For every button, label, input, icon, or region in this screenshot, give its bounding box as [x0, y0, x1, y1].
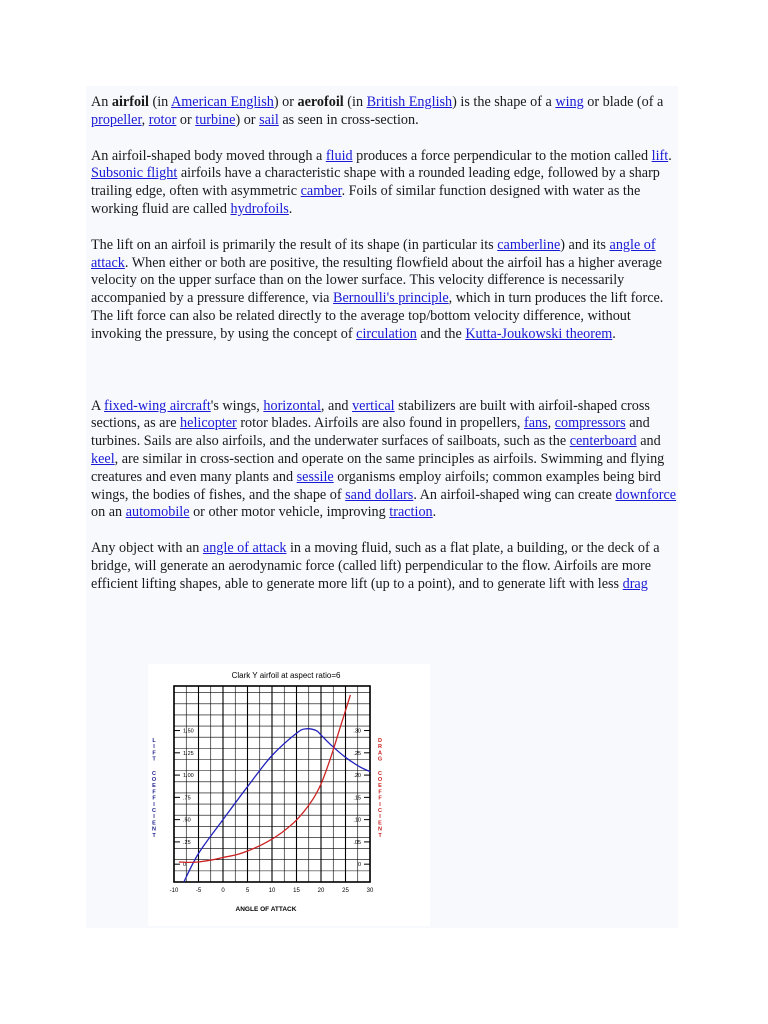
text-run: as seen in cross-section. [278, 111, 419, 128]
right-axis-label: D [378, 738, 382, 744]
text-run: ) is the shape of a [452, 94, 556, 110]
text-run: . [668, 147, 672, 164]
left-axis-label: T [152, 832, 156, 839]
text-run: organisms employ airfoils; common examples being bird wings, the bodies of fishes, and the shape of [91, 468, 661, 503]
text-run: and turbines. Sails are also airfoils, and the underwater surfaces of sailboats, such as the [91, 415, 650, 450]
paragraph-4 [91, 398, 681, 523]
left-axis-label: F [152, 795, 156, 802]
chart-svg [148, 664, 430, 926]
left-axis-label: E [152, 820, 156, 827]
right-y-tick-label: .20 [353, 773, 361, 780]
text-run: , [547, 415, 555, 432]
bold-term: airfoil [111, 94, 149, 110]
text-run: ) or [235, 111, 260, 128]
link-british-english[interactable]: British English [366, 94, 453, 110]
left-axis-label: L [152, 738, 156, 744]
link-compressors[interactable]: compressors [554, 415, 626, 432]
text-run: , which in turn produces the lift force. The lift force can also be related directly to the average top/bottom velocity difference, without invoking the pressure, by using the concept of [91, 290, 664, 342]
link-fluid[interactable]: fluid [325, 147, 353, 164]
link-fixed-wing-aircraft[interactable]: fixed-wing aircraft [104, 397, 211, 414]
right-axis-label: A [378, 750, 382, 757]
text-run: ) or [273, 94, 298, 110]
text-run: or [176, 111, 196, 128]
text-run: , are similar in cross-section and operate on the same principles as airfoils. Swimming and flying creatures and even many plants and [91, 450, 665, 485]
text-run: in a moving fluid, such as a flat plate, a building, or the deck of a bridge, will generate an aerodynamic force (called lift) perpendicular to the flow. Airfoils are more efficient lifting shapes, able to generate more lift (up to a point), and to generate lift with less [91, 540, 660, 592]
text-run: ) and its [560, 236, 610, 253]
right-y-tick-label: .30 [353, 728, 361, 735]
link-turbine[interactable]: turbine [195, 111, 236, 128]
link-camberline[interactable]: camberline [497, 236, 561, 253]
right-axis-label: T [378, 832, 382, 839]
link-automobile[interactable]: automobile [125, 504, 190, 521]
text-run: or blade (of a [583, 94, 664, 110]
paragraph-3 [91, 237, 681, 344]
text-run: Any object with an [91, 540, 203, 557]
right-axis-label: O [377, 777, 383, 783]
link-fans[interactable]: fans [524, 415, 548, 432]
text-run: An [91, 94, 112, 110]
left-axis-label: I [153, 744, 155, 751]
link-kutta-joukowski-theorem[interactable]: Kutta-Joukowski theorem [465, 325, 613, 342]
article-body [91, 94, 681, 612]
right-axis-label: R [378, 744, 382, 751]
left-axis-label: E [152, 783, 156, 790]
link-propeller[interactable]: propeller [91, 111, 142, 128]
link-rotor[interactable]: rotor [148, 111, 177, 128]
right-y-tick-label: 0 [357, 862, 361, 869]
right-axis-label: I [379, 801, 381, 808]
paragraph-5 [91, 540, 681, 593]
x-tick-label: 25 [342, 888, 349, 894]
bold-term: aerofoil [297, 94, 344, 110]
right-axis-label: C [378, 770, 382, 777]
right-axis-label: G [377, 756, 383, 763]
text-run: . An airfoil-shaped wing can create [413, 486, 616, 503]
link-helicopter[interactable]: helicopter [180, 415, 237, 432]
paragraph-2 [91, 148, 681, 219]
x-tick-label: -10 [169, 888, 179, 894]
paragraph-1 [91, 94, 681, 130]
text-run: or other motor vehicle, improving [189, 504, 390, 521]
text-run: (in [343, 94, 367, 110]
text-run: . Foils of similar function designed with water as the working fluid are called [91, 183, 641, 217]
left-axis-label: F [152, 789, 156, 796]
link-traction[interactable]: traction [389, 504, 433, 521]
left-y-tick-label: 0 [183, 862, 187, 869]
left-y-tick-label: .75 [183, 795, 191, 802]
right-axis-label: F [378, 795, 382, 802]
left-axis-label: F [152, 750, 156, 757]
text-run: and [636, 433, 661, 450]
text-run: . [288, 200, 293, 217]
left-axis-label: I [153, 814, 155, 821]
x-tick-label: 20 [317, 888, 325, 894]
left-y-tick-label: 1.25 [183, 750, 194, 757]
text-run: . When either or both are positive, the resulting flowfield about the airfoil has a higher average velocity on the upper surface than on the lower surface. This velocity difference is necessarily accompanied by a pressure difference, via [91, 254, 662, 307]
link-american-english[interactable]: American English [171, 94, 274, 110]
left-axis-label: O [151, 777, 157, 783]
text-run: produces a force perpendicular to the motion called [352, 147, 652, 164]
text-run: and the [416, 325, 466, 342]
right-axis-label: I [379, 814, 381, 821]
link-wing[interactable]: wing [555, 94, 584, 110]
left-axis-label: I [153, 801, 155, 808]
chart-title: Clark Y airfoil at aspect ratio=6 [231, 671, 341, 680]
text-run: on an [91, 504, 126, 521]
right-axis-label: E [378, 783, 382, 790]
right-y-tick-label: .10 [353, 817, 361, 824]
text-run: . [432, 504, 437, 521]
text-run: An airfoil-shaped body moved through a [91, 147, 326, 164]
link-sand-dollars[interactable]: sand dollars [345, 486, 414, 503]
left-axis-label: N [152, 826, 156, 833]
left-y-tick-label: 1.00 [183, 773, 194, 780]
link-downforce[interactable]: downforce [615, 486, 677, 503]
link-drag[interactable]: drag [622, 575, 648, 592]
left-axis-label: C [152, 808, 156, 814]
lift-drag-chart [148, 664, 430, 926]
text-run: . [612, 325, 616, 342]
x-tick-label: -5 [195, 888, 202, 894]
link-centerboard[interactable]: centerboard [569, 433, 637, 450]
text-run: airfoils have a characteristic shape with a rounded leading edge, followed by a sharp trailing edge, often with asymmetric [91, 165, 660, 200]
link-bernoulli-s-principle[interactable]: Bernoulli's principle [333, 290, 449, 307]
text-run: , and [320, 397, 353, 414]
text-run: A [91, 397, 105, 414]
link-circulation[interactable]: circulation [356, 325, 417, 342]
link-vertical[interactable]: vertical [352, 397, 395, 414]
link-lift[interactable]: lift [651, 147, 669, 164]
right-axis-label: F [378, 789, 382, 796]
x-tick-label: 30 [366, 888, 374, 894]
x-tick-label: 0 [221, 888, 225, 894]
left-axis-label: T [152, 756, 156, 763]
text-run: rotor blades. Airfoils are also found in propellers, [236, 415, 525, 432]
left-y-tick-label: .50 [183, 817, 191, 824]
right-axis-label: E [378, 820, 382, 827]
link-camber[interactable]: camber [300, 183, 342, 200]
link-sail[interactable]: sail [259, 111, 279, 128]
right-y-tick-label: .25 [353, 750, 361, 757]
text-run: 's wings, [210, 397, 264, 414]
right-axis-label: C [378, 808, 382, 814]
text-run: The lift on an airfoil is primarily the result of its shape (in particular its [91, 236, 498, 253]
left-y-tick-label: 1.50 [183, 728, 194, 735]
right-y-tick-label: .05 [353, 839, 361, 846]
link-subsonic-flight[interactable]: Subsonic flight [91, 165, 178, 182]
link-horizontal[interactable]: horizontal [263, 397, 321, 414]
right-axis-label: N [378, 826, 382, 833]
x-tick-label: 15 [293, 888, 300, 894]
link-keel[interactable]: keel [91, 450, 115, 467]
text-run: stabilizers are built with airfoil-shaped cross sections, as are [91, 397, 650, 432]
left-axis-label: C [152, 770, 156, 777]
x-axis-label: ANGLE OF ATTACK [235, 906, 297, 913]
left-y-tick-label: .25 [183, 839, 191, 846]
right-y-tick-label: .15 [353, 795, 361, 802]
link-angle-of-attack[interactable]: angle of attack [202, 540, 287, 557]
text-run: (in [148, 94, 172, 110]
link-sessile[interactable]: sessile [296, 468, 334, 485]
link-angle-of-attack[interactable]: angle of attack [91, 236, 656, 271]
x-tick-label: 5 [245, 888, 250, 894]
link-hydrofoils[interactable]: hydrofoils [230, 200, 289, 217]
text-run: , [141, 111, 149, 128]
x-tick-label: 10 [268, 888, 276, 894]
